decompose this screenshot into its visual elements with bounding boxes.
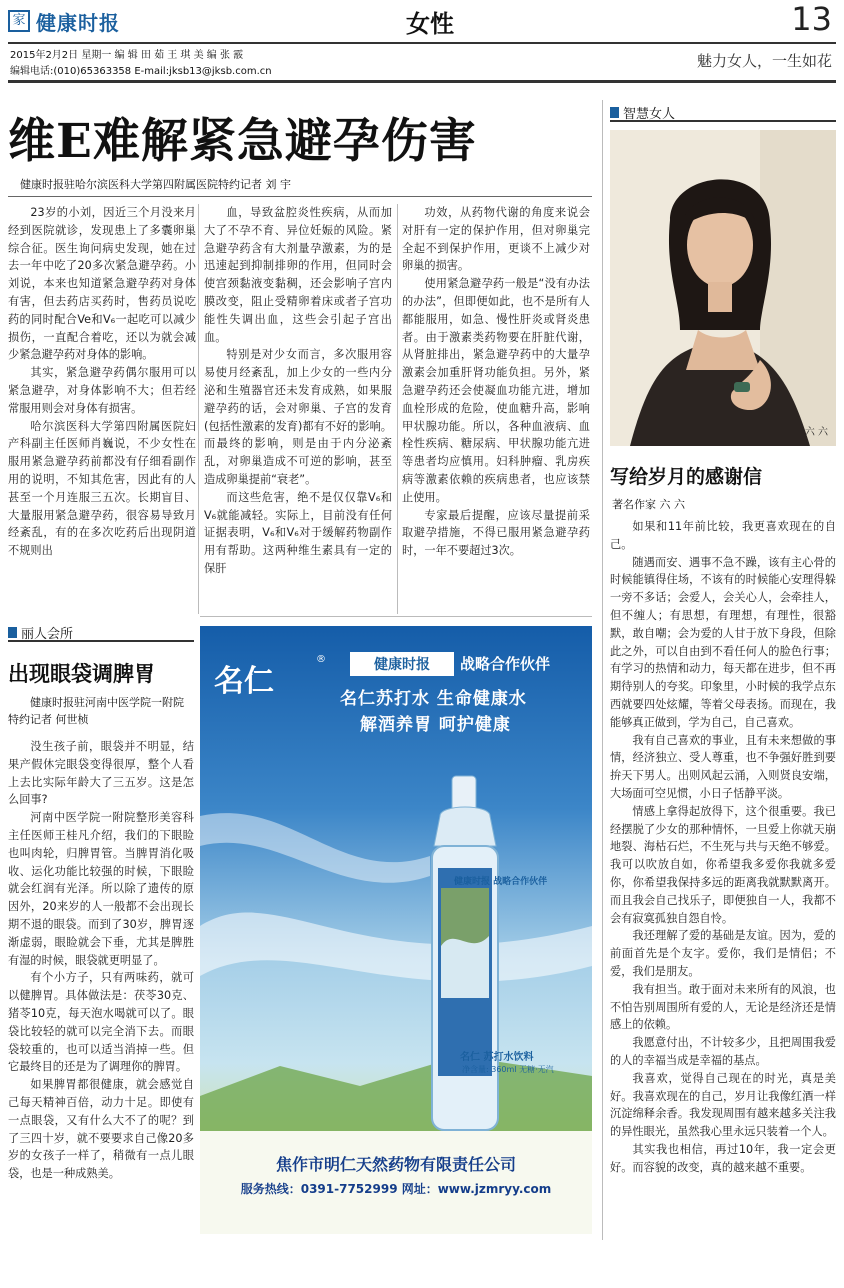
masthead-logo	[8, 6, 138, 36]
paragraph: 我喜欢，觉得自己现在的时光，真是美好。我喜欢现在的自己，岁月让我像红酒一样沉淀绵释余香。我发现周围有越来越多关注我的异性眼光，虽然我心里永远只装着一个人。	[610, 1071, 836, 1139]
paragraph: 有个小方子，只有两味药，就可以健脾胃。具体做法是：茯苓30克、猪苓10克，每天泡水喝就可以了。眼袋比较轻的就可以完全消下去。而眼袋较重的，也可以适当消掉一些。但它最终目的还是为了调理你的脾胃。	[8, 971, 194, 1074]
left-article-body	[8, 738, 194, 1183]
main-byline: 健康时报驻哈尔滨医科大学第四附属医院特约记者 刘 宇	[20, 178, 291, 191]
paragraph: 其实我也相信，再过10年，我一定会更好。而容貌的改变，真的越来越不重要。	[610, 1142, 836, 1174]
author-portrait-photo	[610, 130, 836, 446]
article-bottom-rule	[200, 616, 592, 617]
paragraph: 我有自己喜欢的事业，且有未来想做的事情，经济独立、受人尊重，也不争强好胜到要拚天下男人。出则风起云涌，入则贤良安端，大场面可空见惯，小日子恬静平淡。	[610, 733, 836, 800]
main-article-column-2	[204, 204, 392, 578]
paragraph: 而这些危害，绝不是仅仅靠V₆和V₆就能减轻。实际上，目前没有任何证据表明，V₆和V₆对于缓解药物副作用有帮助。这两种维生素具有一定的保肝	[204, 490, 392, 575]
right-article-body	[610, 518, 836, 1176]
partner-text: 战略合作伙伴	[460, 655, 551, 673]
paragraph: 哈尔滨医科大学第四附属医院妇产科副主任医师肖巍说，不少女性在服用紧急避孕药前都没有仔细看副作用的说明，不知其危害，因此有的人甚至一个月连服三五次。长期盲目、大量服用紧急避孕药，很容易导致月经紊乱，有的在多次吃药后出现阴道不规则出	[8, 419, 196, 558]
paragraph: 随遇而安、遇事不急不躁，该有主心骨的时候能镇得住场，不该有的时候能心安理得躲一旁不多话；会爱人，会关心人，会牵挂人，但不缠人；有思想，有理想，有理性，很豁默，敢自嘲；会为爱的人甘于放下身段，但除此之外，可以自由到不看任何人的脸色行事；有学习的热情和动力，每天都在进步，但不再期待别人的夸奖。印象里，小时候的我学点东西就要四处炫耀，等着父母表扬。而现在，我能够真正做到，学为自己，自己喜欢。	[610, 555, 836, 729]
paragraph: 没生孩子前，眼袋并不明显，结果产假休完眼袋变得很厚，整个人看上去比实际年龄大了三五岁。这是怎么回事?	[8, 740, 194, 807]
right-article-headline: 写给岁月的感谢信	[610, 466, 763, 488]
paragraph: 河南中医学院一附院整形美容科主任医师王桂凡介绍，我们的下眼睑也叫肉轮，归脾胃管。当脾胃消化吸收、运化功能比较强的时候，下眼睑就会红润有光泽。所以除了遗传的原因外，20来岁的人一般都不会出现长期不退的眼袋。而到了30岁，脾胃逐渐虚弱，眼睑就会下垂，尤其是脾胜有湿的时候，眼袋就更明显了。	[8, 811, 194, 967]
paragraph: 情感上拿得起放得下，这个很重要。我已经摆脱了少女的那种情怀，一旦爱上你就天崩地裂、海枯石烂，不生死与共与天绝不够爱。我可以吹放自如，你希望我多爱你我就多爱你，你希望我保持多远的距离我就默默离开。而且我会自己找乐子，即便独自一人，我都不会有寂寞孤独自怨自怜。	[610, 804, 836, 925]
paragraph: 功效，从药物代谢的角度来说会对肝有一定的保护作用，但对卵巢完全起不到保护作用，更谈不上减少对卵巢的损害。	[402, 206, 590, 273]
masthead-bottom-rule	[8, 80, 836, 83]
paragraph: 其实，紧急避孕药偶尔服用可以紧急避孕，对身体影响不大；但若经常服用则会对身体有损害。	[8, 366, 196, 415]
logo-mark-icon: 家	[8, 10, 30, 32]
paragraph: 使用紧急避孕药一般是“没有办法的办法”，但即便如此，也不是所有人都能服用，如急、慢性肝炎或肾炎患者。由于激素类药物要在肝脏代谢，从肾脏排出，紧急避孕药中的大量孕激素会加重肝肾功能负担。另外，紧急避孕药还会使凝血功能亢进，增加血栓形成的危险，使血糖升高，影响甲状腺功能。所以，各种血液病、血栓性疾病、糖尿病、甲状腺功能亢进等患者均应慎用。妇科肿瘤、乳房疾病等激素依赖的疾病患者，也应该禁止使用。	[402, 277, 590, 504]
masthead-rule	[8, 42, 836, 44]
paragraph: 23岁的小刘，因近三个月没来月经到医院就诊，发现患上了多囊卵巢综合征。医生询问病史发现，她在过去一年中吃了20多次紧急避孕药。小刘说，本来也知道紧急避孕药对身体有害，但去药店买药时，售药员说吃药的同时配合Ve和V₆一起吃可以减少损伤，一直配合着吃，还以为就会减少紧急避孕药对身体的影响。	[8, 206, 196, 362]
byline-text: 健康时报驻河南中医学院一附院特约记者 何世桢	[8, 696, 184, 726]
main-article-column-3	[402, 204, 590, 560]
left-article-byline	[8, 694, 194, 728]
left-article-headline: 出现眼袋调脾胃	[8, 661, 155, 686]
page-number: 13	[791, 0, 832, 38]
paragraph: 我愿意付出，不计较多少，且把周围我爱的人的幸福当成是幸福的基点。	[610, 1036, 836, 1067]
logo-text: 健康时报	[36, 10, 120, 35]
square-bullet-icon	[8, 627, 17, 638]
photo-credit: 六 六	[804, 427, 828, 438]
portrait-illustration	[610, 130, 836, 446]
section-slogan: 魅力女人，一生如花	[696, 52, 832, 70]
ad-slogan-2: 解酒养胃 呵护健康	[360, 715, 511, 735]
paragraph: 血，导致盆腔炎性疾病，从而加大了不孕不育、异位妊娠的风险。紧急避孕药含有大剂量孕激素，为的是迅速起到抑制排卵的作用，但同时会使宫颈黏液变黏稠，还会影响子宫内膜改变，阻止受精卵着床或者子宫功能性失调出血，这些会引起子宫出血。	[204, 206, 392, 344]
paragraph: 我有担当。敢于面对未来所有的风浪，也不怕告别周围所有爱的人，无论是经济还是情感上的依赖。	[610, 982, 836, 1032]
registered-mark-icon: ®	[316, 654, 326, 665]
paragraph: 如果和11年前比较，我更喜欢现在的自己。	[610, 520, 836, 551]
bottle-label-top: 健康时报 战略合作伙伴	[454, 877, 548, 887]
column-divider	[198, 204, 199, 614]
bottle-label-spec: 净含量: 360ml 无糖·无汽	[462, 1065, 554, 1074]
main-headline: 维E难解紧急避孕伤害	[8, 114, 477, 169]
editor-contact: 编辑电话:(010)65363358 E-mail:jksb13@jksb.com.cn	[10, 66, 272, 77]
right-article-byline: 著名作家 六 六	[612, 498, 685, 511]
paragraph: 如果脾胃都很健康，就会感觉自己每天精神百倍，动力十足。即使有一点眼袋，又有什么大不了的呢？到了三四十岁，就不要要求自己像20多岁的女孩子一样了，稍微有一点儿眼袋，也是一种成熟美。	[8, 1078, 194, 1181]
bottle-label-name: 名仁 苏打水饮料	[460, 1052, 534, 1063]
column-divider	[397, 204, 398, 614]
issue-info: 2015年2月2日 星期一 编 辑 田 茹 王 琪 美 编 张 霰	[10, 50, 244, 61]
ad-company-name: 焦作市明仁天然药物有限责任公司	[275, 1155, 516, 1174]
rubric-label: 丽人会所	[21, 626, 74, 642]
ad-brand-name: 名仁	[214, 664, 274, 699]
rubric-wise-woman	[610, 104, 836, 122]
section-title: 女性	[406, 9, 454, 38]
main-article-column-1	[8, 204, 196, 560]
ad-contact-info: 服务热线：0391-7752999 网址：www.jzmryy.com	[240, 1182, 552, 1196]
paragraph: 专家最后提醒，应该尽量提前采取避孕措施，不得已服用紧急避孕药时，一年不要超过3次。	[402, 508, 590, 558]
column-divider	[602, 100, 603, 1240]
partner-logo: 健康时报	[350, 652, 454, 676]
paragraph: 我还理解了爱的基础是友谊。因为，爱的前面首先是个友字。爱你，我们是情侣；不爱，我们是朋友。	[610, 929, 836, 978]
paragraph: 特别是对少女而言，多次服用容易使月经紊乱，加上少女的一些内分泌和生殖器官还未发育成熟，如果服避孕药的话，会对卵巢、子宫的发育(包括性激素的发育)都有不好的影响。而最终的影响，则是由于内分泌紊乱，对卵巢造成不可逆的影响，甚至造成卵巢提前“衰老”。	[204, 348, 392, 486]
byline-rule	[8, 196, 592, 197]
rubric-beauty-club	[8, 624, 194, 642]
rubric-label: 智慧女人	[623, 106, 676, 122]
ad-slogan-1: 名仁苏打水 生命健康水	[340, 689, 527, 709]
soda-water-advertisement	[200, 626, 592, 1234]
square-bullet-icon	[610, 107, 619, 118]
